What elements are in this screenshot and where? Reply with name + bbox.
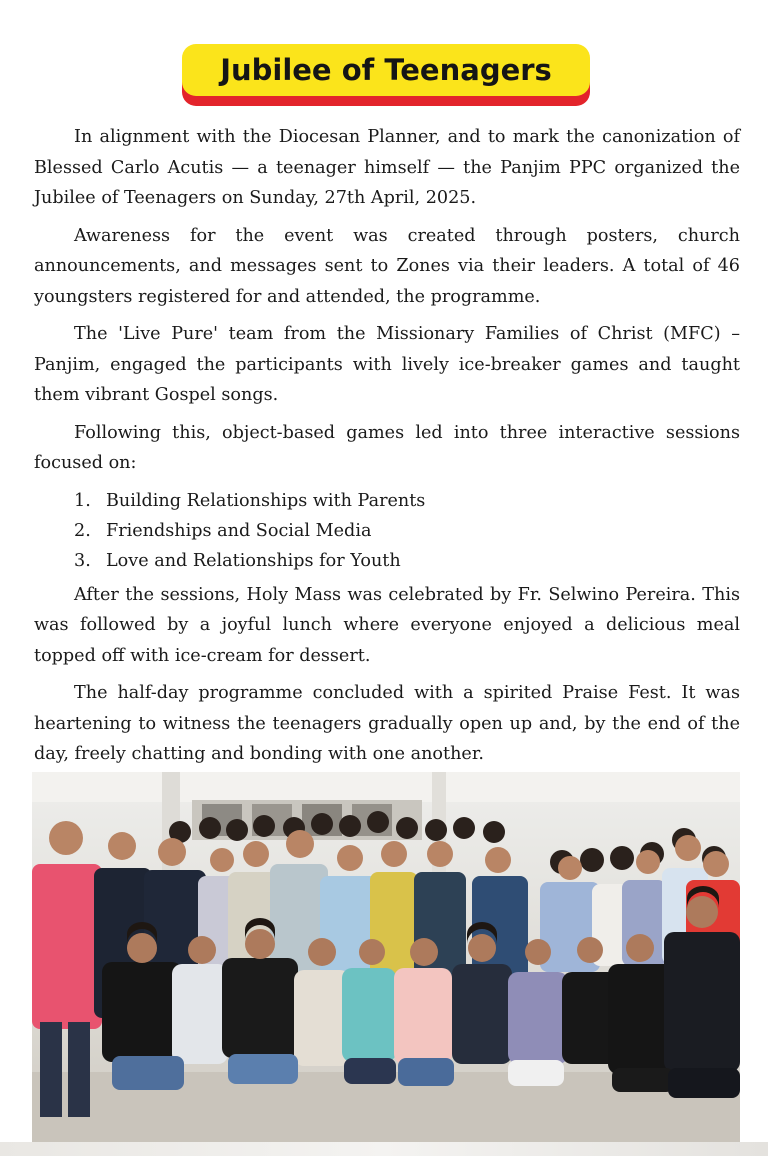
page-title: Jubilee of Teenagers bbox=[182, 44, 590, 96]
title-banner bbox=[182, 44, 590, 108]
paragraph-intro: In alignment with the Diocesan Planner, and to mark the canonization of Blessed Carlo Acutis — a teenager himself — the Panjim PPC organized the Jubilee of Teenagers on Sunday, 27th April, 2025. bbox=[34, 127, 740, 208]
sessions-list bbox=[34, 486, 740, 576]
paragraph-awareness: Awareness for the event was created through posters, church announcements, and messages sent to Zones via their leaders. A total of 46 youngsters registered for and attended, the programme. bbox=[34, 225, 740, 307]
group-photo bbox=[32, 772, 740, 1142]
session-item: Building Relationships with Parents bbox=[106, 490, 426, 511]
bottom-edge-strip bbox=[0, 1142, 768, 1156]
paragraph-live-pure: The 'Live Pure' team from the Missionary Families of Christ (MFC) – Panjim, engaged the participants with lively ice-breaker games and taught them vibrant Gospel songs. bbox=[34, 324, 740, 405]
session-item: Love and Relationships for Youth bbox=[106, 550, 401, 571]
session-item: Friendships and Social Media bbox=[106, 520, 372, 541]
article-body bbox=[34, 122, 740, 777]
group-photo-illustration bbox=[32, 772, 740, 1142]
paragraph-praise-fest: The half-day programme concluded with a spirited Praise Fest. It was heartening to witness the teenagers gradually open up and, by the end of the day, freely chatting and bonding with one another. bbox=[34, 683, 740, 764]
paragraph-mass-lunch: After the sessions, Holy Mass was celebrated by Fr. Selwino Pereira. This was followed by a joyful lunch where everyone enjoyed a delicious meal topped off with ice-cream for dessert. bbox=[34, 584, 740, 666]
paragraph-sessions-intro: Following this, object-based games led into three interactive sessions focused on: bbox=[34, 422, 740, 473]
